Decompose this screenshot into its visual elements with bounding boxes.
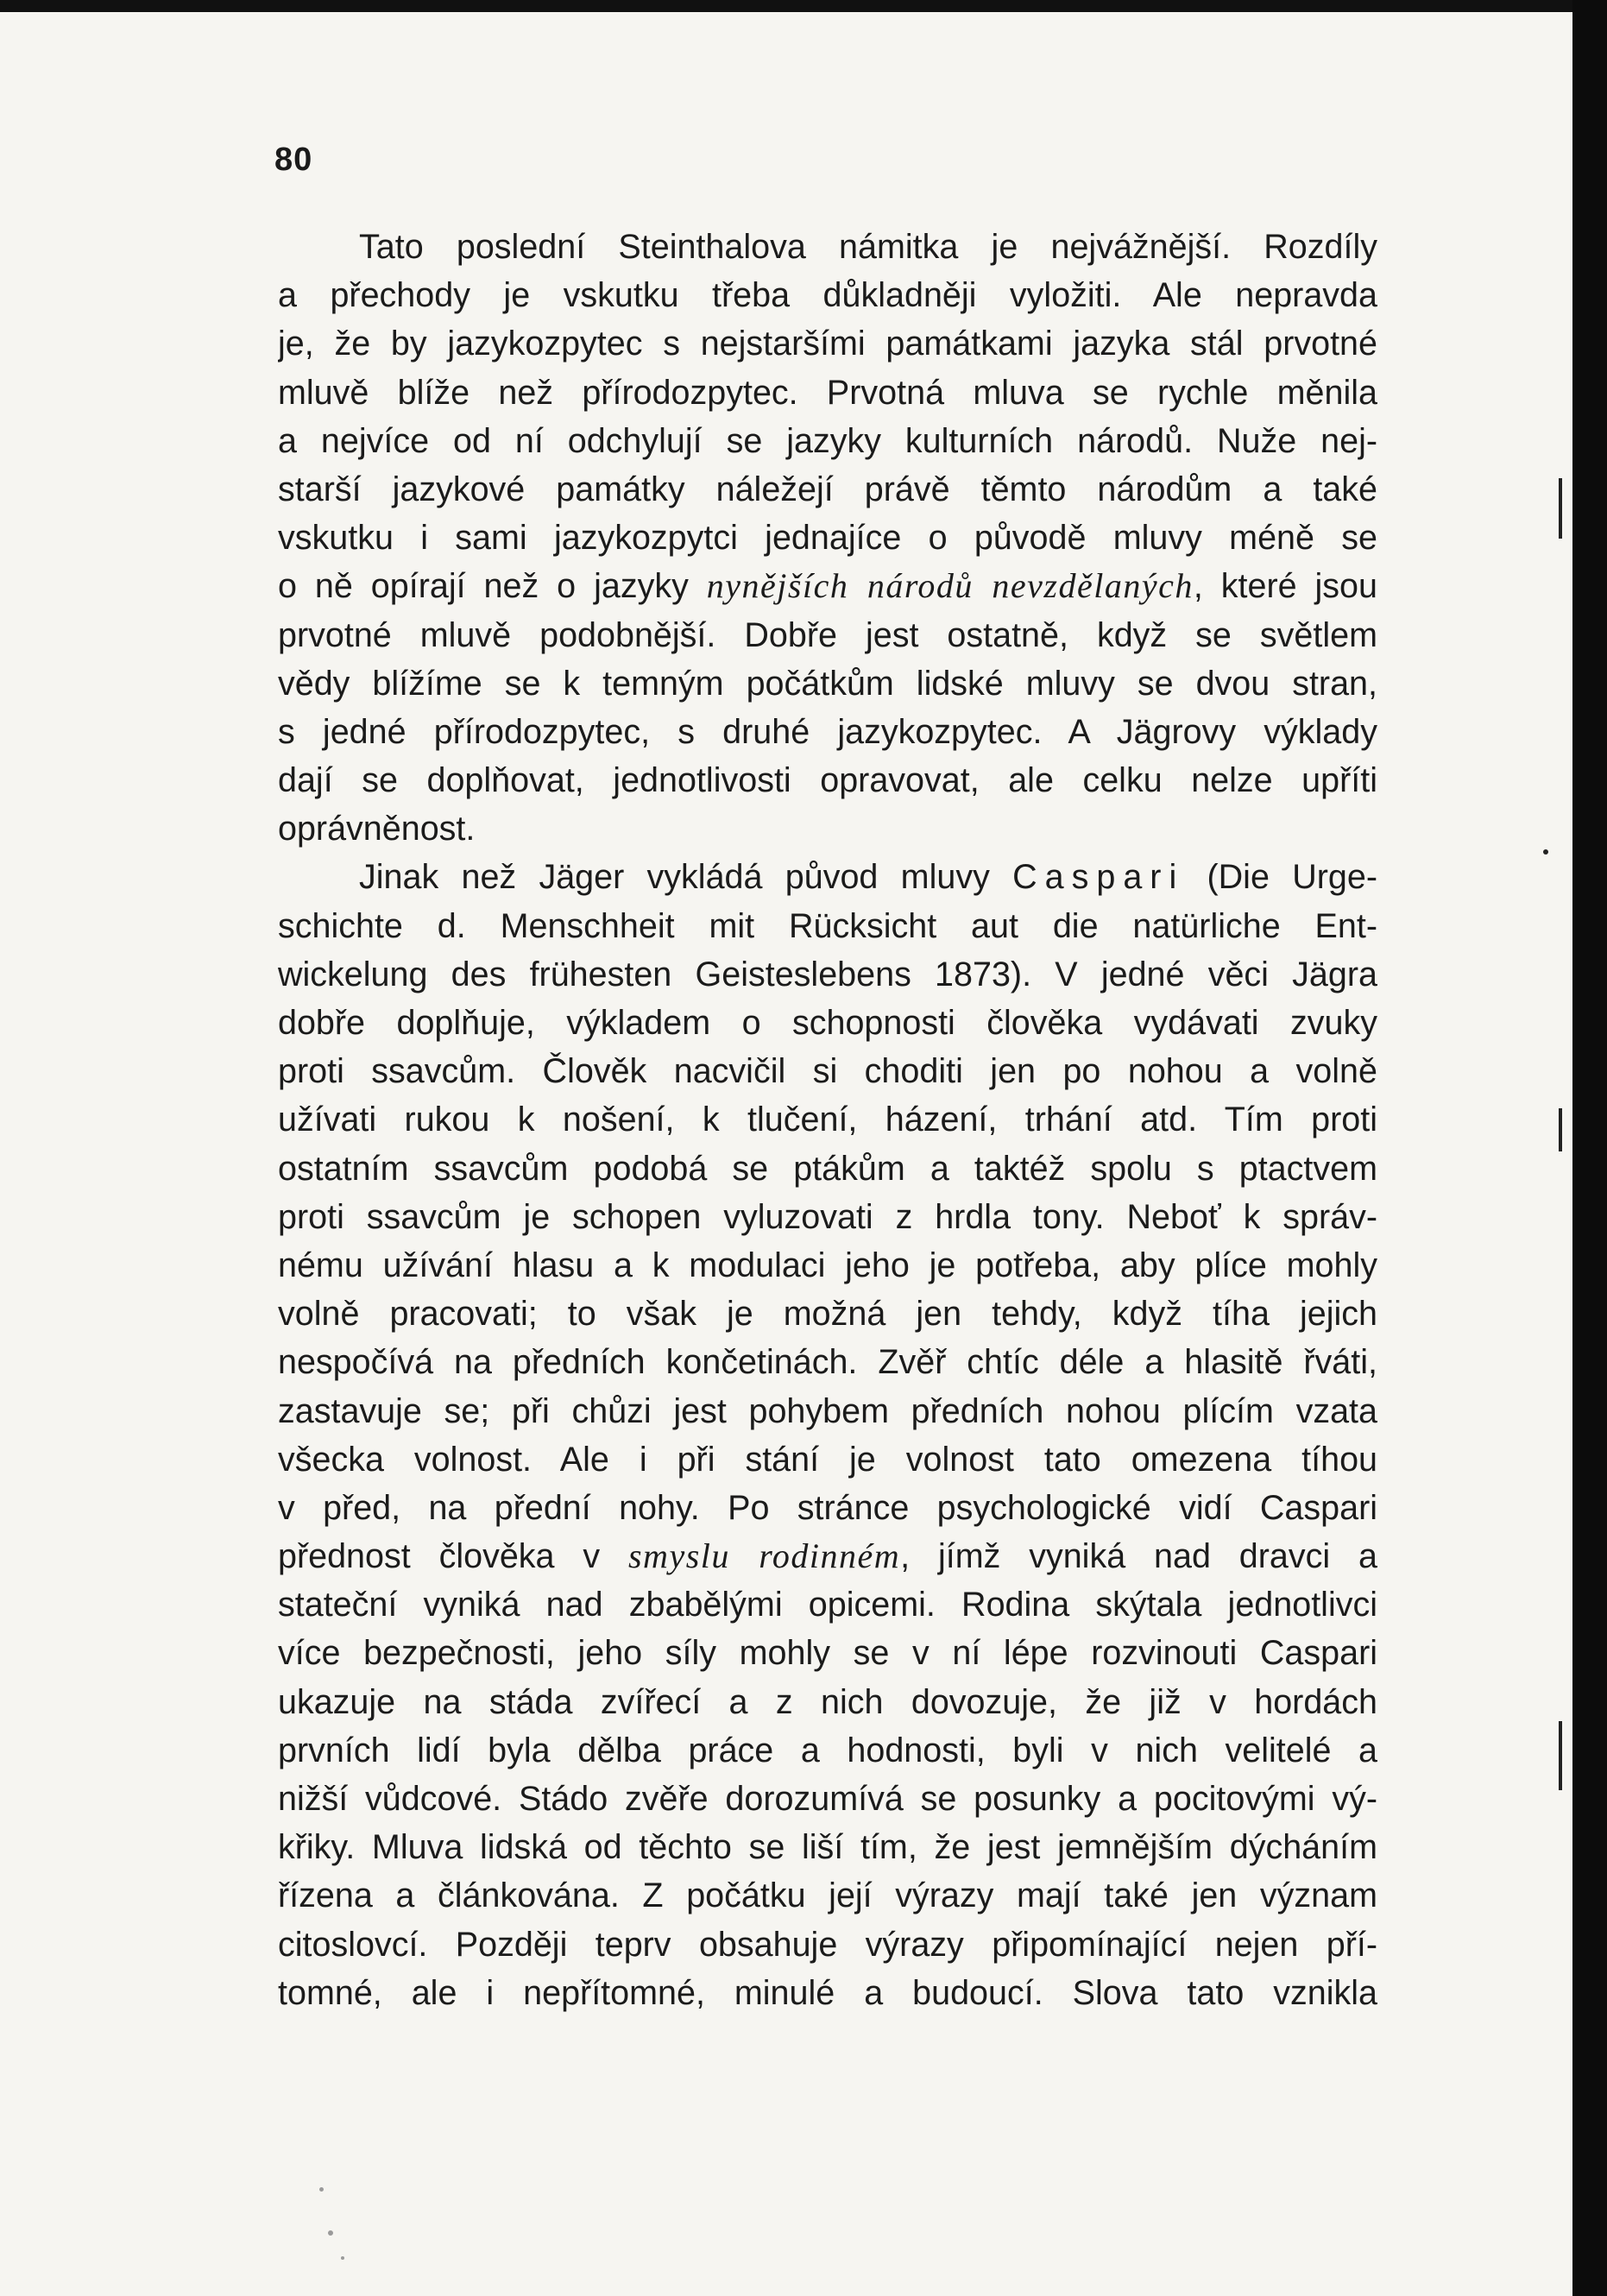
book-page [0, 12, 1572, 2296]
text-line: proti ssavcům je schopen vyluzovati z hrdla tony. Neboť k správ- [278, 1197, 1377, 1236]
text-line: volně pracovati; to však je možná jen tehdy, když tíha jejich [278, 1295, 1377, 1334]
text-line: mluvě blíže než přírodozpytec. Prvotná mluva se rychle měnila [278, 373, 1377, 412]
text-line: citoslovcí. Později teprv obsahuje výrazy připomínající nejen pří- [278, 1925, 1377, 1964]
text-line: oprávněnost. [278, 810, 476, 848]
body-text [278, 223, 1377, 2017]
text-line: všecka volnost. Ale i při stání je volnost tato omezena tíhou [278, 1440, 1377, 1479]
text-line: zastavuje se; při chůzi jest pohybem předních nohou plícím vzata [278, 1391, 1377, 1430]
text-line: tomné, ale i nepřítomné, minulé a budoucí. Slova tato vznikla [278, 1973, 1377, 2012]
text-line: užívati rukou k nošení, k tlučení, házení, trhání atd. Tím proti [278, 1101, 1377, 1139]
text-line: proti ssavcům. Člověk nacvičil si choditi jen po nohou a volně [278, 1052, 1377, 1091]
scan-edge-mark [1559, 1108, 1562, 1151]
scan-dark-edge [1572, 0, 1607, 2296]
text-line: starší jazykové památky náležejí právě těmto národům a také [278, 470, 1377, 508]
scan-speck [1543, 849, 1548, 855]
italic-phrase: smyslu rodinném [627, 1536, 901, 1576]
text-line: vskutku i sami jazykozpytci jednajíce o původě mluvy méně se [278, 519, 1377, 558]
text-line: a přechody je vskutku třeba důkladněji vyložiti. Ale nepravda [278, 276, 1377, 315]
text-line: více bezpečnosti, jeho síly mohly se v ní lépe rozvinouti Caspari [278, 1634, 1377, 1673]
text-line: dobře doplňuje, výkladem o schopnosti člověka vydávati zvuky [278, 1004, 1377, 1042]
text-line: stateční vyniká nad zbabělými opicemi. Rodina skýtala jednotlivci [278, 1586, 1377, 1624]
text-line: nému užívání hlasu a k modulaci jeho je potřeba, aby plíce mohly [278, 1246, 1377, 1284]
spaced-name: Caspari [1012, 858, 1185, 897]
text-line: nespočívá na předních končetinách. Zvěř chtíc déle a hlasitě řváti, [278, 1343, 1377, 1382]
scan-speck [341, 2256, 344, 2260]
text-line: schichte d. Menschheit mit Rücksicht aut die natürliche Ent- [278, 906, 1377, 945]
italic-phrase: nynějších národů nevzdělaných [706, 566, 1194, 606]
text-line: je, že by jazykozpytec s nejstaršími památkami jazyka stál prvotné [278, 325, 1377, 363]
text-line: o ně opírají než o jazyky nynějších národů nevzdělaných, které jsou [278, 566, 1377, 606]
text-line: a nejvíce od ní odchylují se jazyky kulturních národů. Nuže nej- [278, 421, 1377, 460]
text-line: dají se doplňovat, jednotlivosti opravovat, ale celku nelze upříti [278, 761, 1377, 800]
text-line: přednost člověka v smyslu rodinném, jímž vyniká nad dravci a [278, 1536, 1377, 1576]
text-line: s jedné přírodozpytec, s druhé jazykozpytec. A Jägrovy výklady [278, 712, 1377, 751]
text-line: ukazuje na stáda zvířecí a z nich dovozuje, že již v hordách [278, 1682, 1377, 1721]
text-line: ostatním ssavcům podobá se ptákům a taktéž spolu s ptactvem [278, 1149, 1377, 1188]
text-line: Tato poslední Steinthalova námitka je nejvážnější. Rozdíly [359, 228, 1377, 266]
text-line: v před, na přední nohy. Po stránce psychologické vidí Caspari [278, 1488, 1377, 1527]
text-line: prvních lidí byla dělba práce a hodnosti, byli v nich velitelé a [278, 1731, 1377, 1769]
page-number: 80 [274, 142, 313, 178]
text-line: nižší vůdcové. Stádo zvěře dorozumívá se posunky a pocitovými vý- [278, 1780, 1377, 1818]
scan-speck [319, 2187, 324, 2192]
scan-edge-mark [1559, 478, 1562, 539]
text-line: prvotné mluvě podobnější. Dobře jest ostatně, když se světlem [278, 615, 1377, 654]
scan-speck [328, 2230, 333, 2236]
text-line: křiky. Mluva lidská od těchto se liší tím, že jest jemnějším dýcháním [278, 1828, 1377, 1867]
scan-edge-mark [1559, 1721, 1562, 1790]
text-line: Jinak než Jäger vykládá původ mluvy Caspari (Die Urge- [359, 858, 1377, 897]
text-line: vědy blížíme se k temným počátkům lidské mluvy se dvou stran, [278, 664, 1377, 703]
text-line: wickelung des frühesten Geisteslebens 1873). V jedné věci Jägra [278, 955, 1377, 993]
text-line: řízena a článkována. Z počátku její výrazy mají také jen význam [278, 1877, 1377, 1915]
